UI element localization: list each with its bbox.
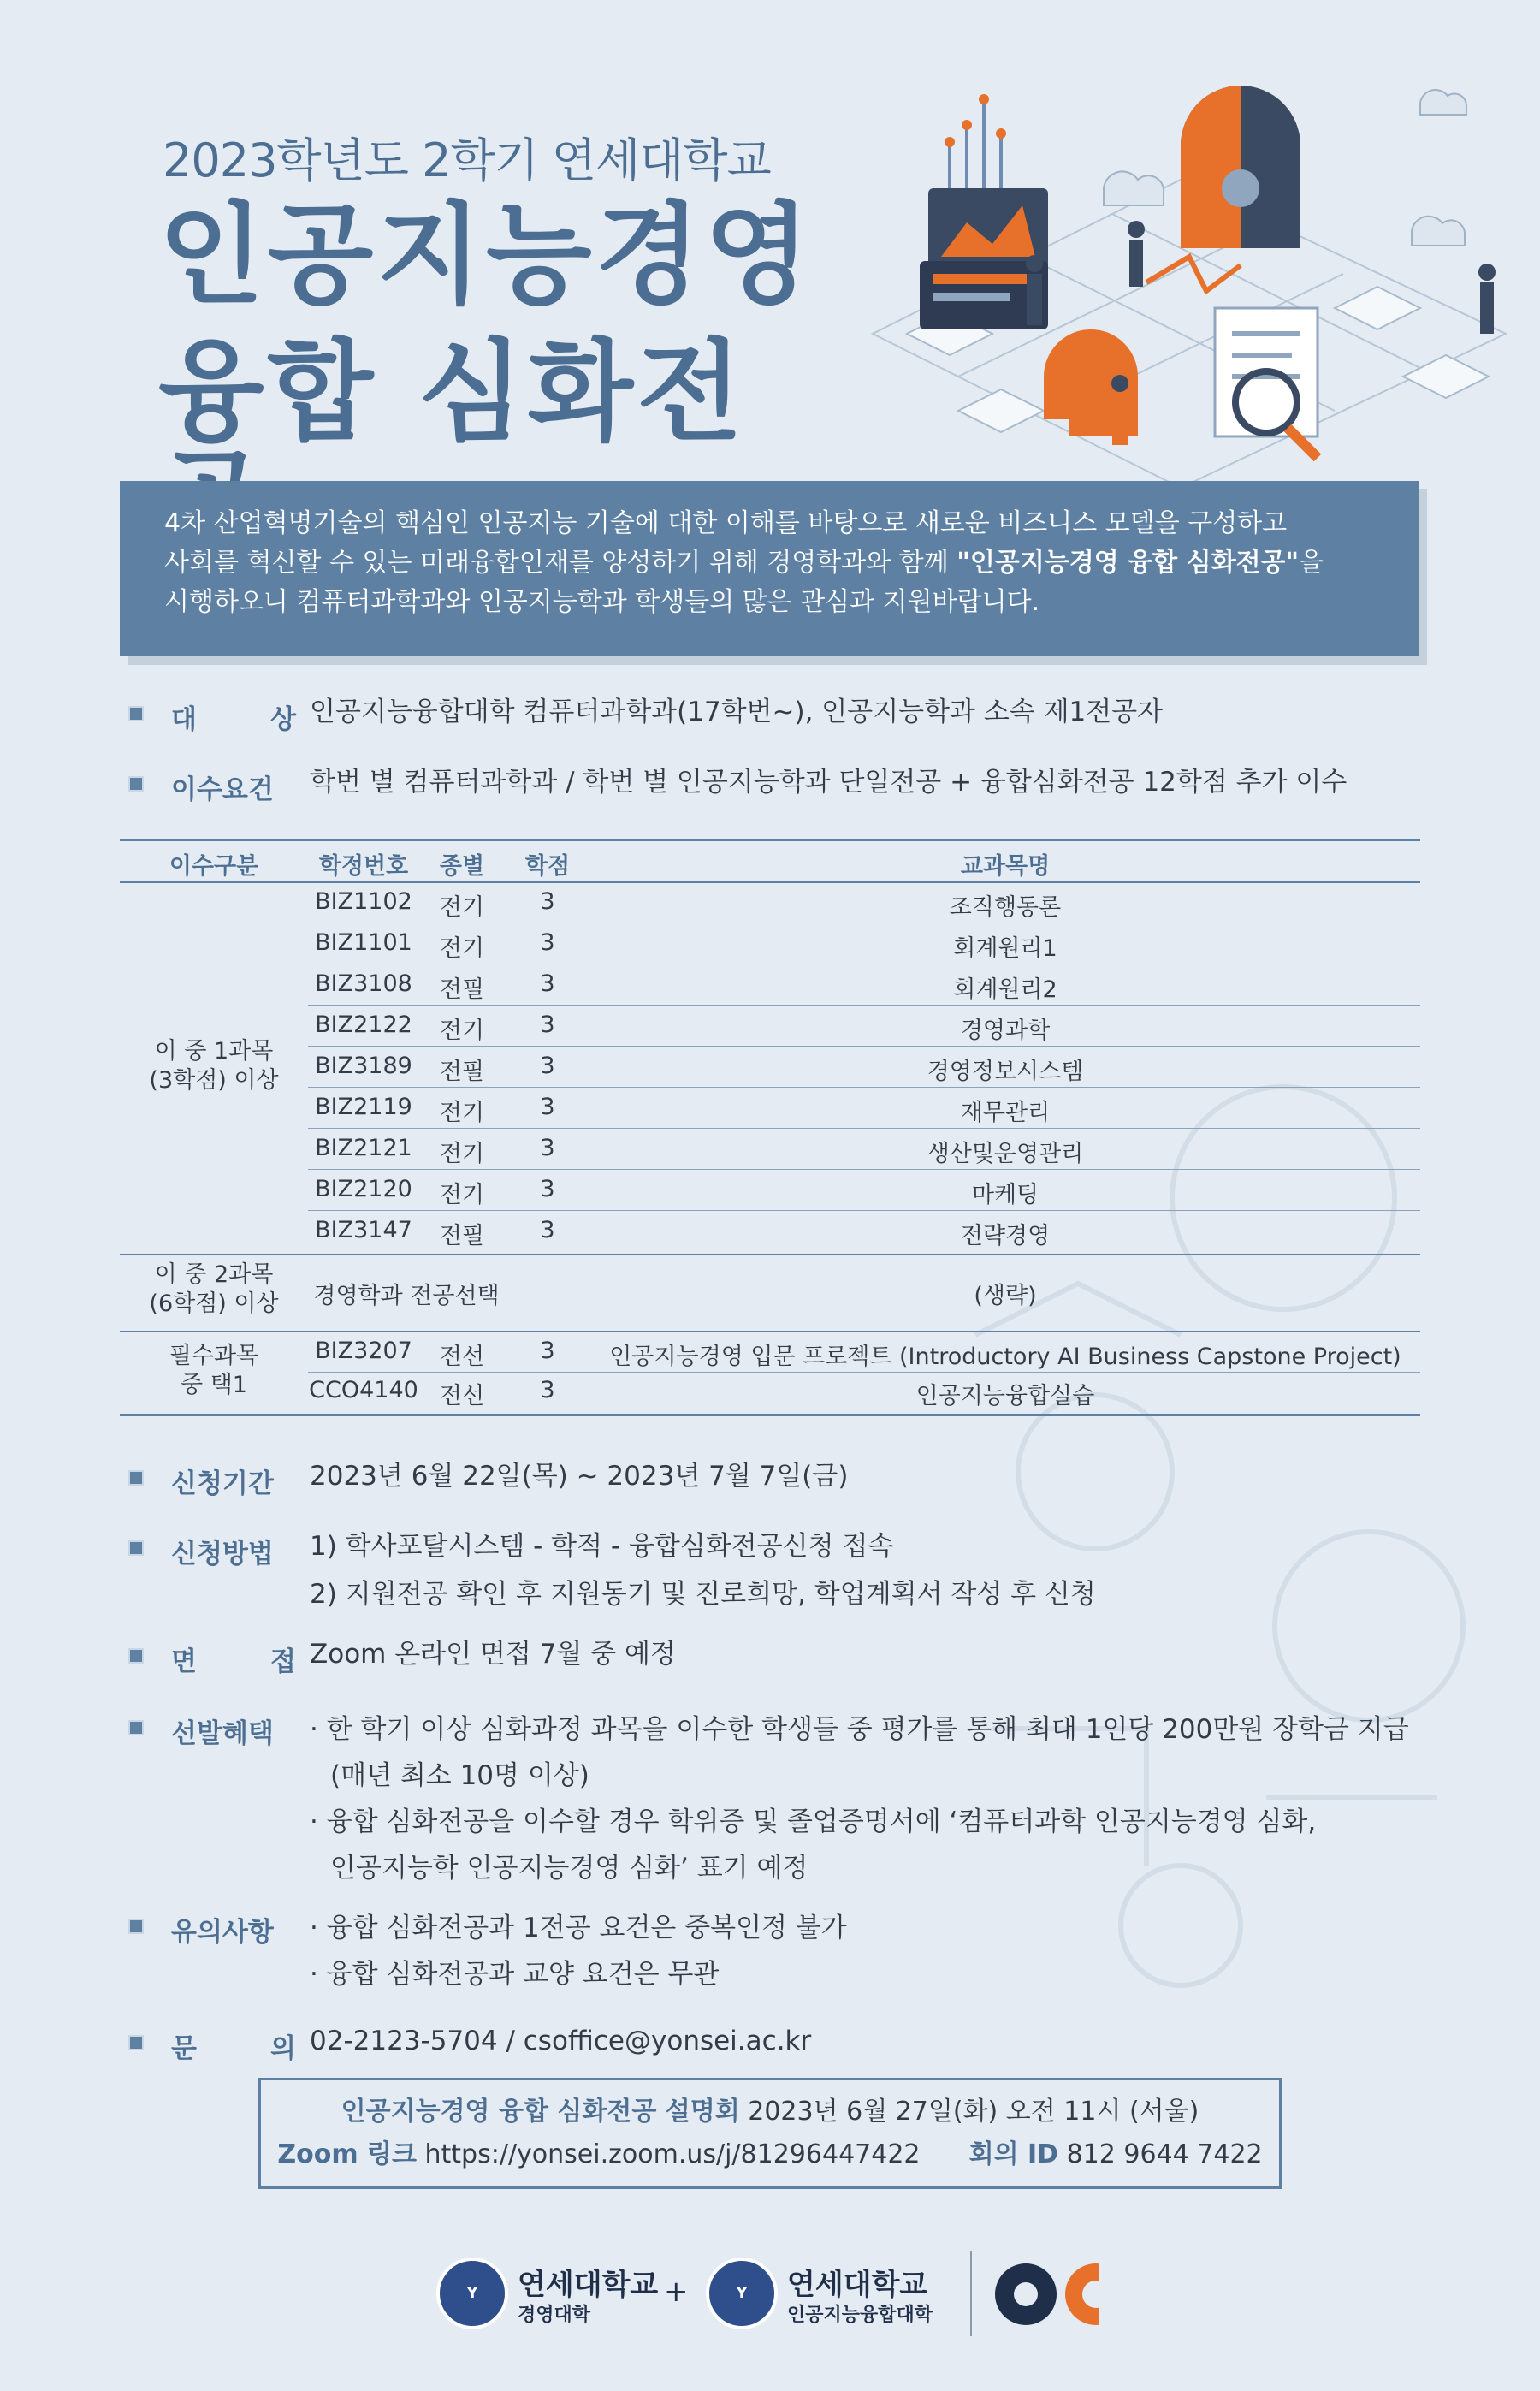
table-row-divider xyxy=(308,1087,1420,1088)
benefit-label: 선발혜택 xyxy=(171,1718,274,1749)
course-code: BIZ3147 xyxy=(315,1217,412,1243)
square-bullet-icon xyxy=(128,1648,144,1664)
course-name: 조직행동론 xyxy=(949,894,1062,921)
interview-value: Zoom 온라인 면접 7월 중 예정 xyxy=(310,1639,676,1670)
brand-mark-orange-icon xyxy=(1065,2263,1099,2325)
intro-line1: 4차 산업혁명기술의 핵심인 인공지능 기술에 대한 이해를 바탕으로 새로운 비즈니스 모델을 구성하고 xyxy=(164,508,1288,538)
session-title: 인공지능경영 융합 심화전공 설명회 2023년 6월 27일(화) 오전 11시 (서울) xyxy=(341,2097,1199,2127)
table-header-border xyxy=(120,881,1420,883)
course-type: 전선 xyxy=(439,1383,485,1409)
interview-label: 면접 xyxy=(171,1646,370,1677)
intro-box xyxy=(120,481,1419,656)
course-type: 전기 xyxy=(439,935,485,962)
table-row-divider xyxy=(308,1210,1420,1211)
group3-label: 필수과목 중 택1 xyxy=(169,1343,259,1398)
course-code: BIZ3108 xyxy=(315,970,412,997)
course-name: 마케팅 xyxy=(971,1182,1040,1208)
group2-omitted: (생략) xyxy=(974,1283,1037,1309)
course-name: 인공지능융합실습 xyxy=(915,1383,1095,1409)
table-row-divider xyxy=(308,1372,1420,1373)
course-code: BIZ3189 xyxy=(315,1053,412,1079)
requirement-label: 이수요건 xyxy=(171,774,274,805)
course-code: CCO4140 xyxy=(309,1377,418,1403)
square-bullet-icon xyxy=(128,776,144,792)
course-type: 전필 xyxy=(439,976,485,1003)
course-type: 전필 xyxy=(439,1223,485,1249)
header-course-name: 교과목명 xyxy=(960,853,1051,880)
course-type: 전필 xyxy=(439,1059,485,1085)
group2-elective: 경영학과 전공선택 xyxy=(313,1283,500,1309)
table-bottom-border xyxy=(120,1414,1420,1416)
contact-label: 문의 xyxy=(171,2033,370,2064)
course-code: BIZ2122 xyxy=(315,1012,412,1038)
course-credit: 3 xyxy=(540,929,555,956)
group2-bottom-border xyxy=(120,1331,1420,1332)
course-code: BIZ2119 xyxy=(315,1094,412,1120)
subtitle: 2023학년도 2학기 연세대학교 xyxy=(163,133,771,187)
square-bullet-icon xyxy=(128,1720,144,1735)
session-zoom: Zoom 링크 https://yonsei.zoom.us/j/81296447422 회의 ID 812 9644 7422 xyxy=(277,2139,1263,2169)
course-type: 전기 xyxy=(439,1100,485,1126)
course-credit: 3 xyxy=(540,1012,555,1038)
course-name: 재무관리 xyxy=(960,1100,1051,1126)
table-row-divider xyxy=(308,1046,1420,1047)
contact-value[interactable]: 02-2123-5704 / csoffice@yonsei.ac.kr xyxy=(310,2026,812,2056)
course-credit: 3 xyxy=(540,1217,555,1243)
course-credit: 3 xyxy=(540,888,555,915)
divider xyxy=(970,2251,972,2336)
table-row-divider xyxy=(308,1169,1420,1170)
target-value: 인공지능융합대학 컴퓨터과학과(17학번~), 인공지능학과 소속 제1전공자 xyxy=(310,697,1164,727)
logo1-main: 연세대학교 xyxy=(518,2268,659,2302)
square-bullet-icon xyxy=(128,2035,144,2050)
header-course-code: 학정번호 xyxy=(318,853,409,880)
square-bullet-icon xyxy=(128,1540,144,1556)
logo2-main: 연세대학교 xyxy=(787,2268,928,2302)
yonsei-seal-logo: Y xyxy=(436,2258,508,2329)
square-bullet-icon xyxy=(128,1470,144,1486)
logo1-sub: 경영대학 xyxy=(518,2305,591,2326)
course-credit: 3 xyxy=(540,1135,555,1161)
brand-mark-icon xyxy=(995,2263,1057,2325)
logo2-sub: 인공지능융합대학 xyxy=(787,2305,933,2326)
course-credit: 3 xyxy=(540,1338,555,1364)
header-category: 이수구분 xyxy=(169,853,259,880)
zoom-link[interactable]: https://yonsei.zoom.us/j/81296447422 xyxy=(416,2139,921,2169)
course-credit: 3 xyxy=(540,1094,555,1120)
info-session-box xyxy=(258,2078,1282,2189)
course-name: 인공지능경영 입문 프로젝트 (Introductory AI Business Capstone Project) xyxy=(609,1344,1401,1370)
course-credit: 3 xyxy=(540,1176,555,1202)
course-credit: 3 xyxy=(540,1377,555,1403)
notes-label: 유의사항 xyxy=(171,1917,274,1948)
course-name: 회계원리2 xyxy=(953,976,1057,1003)
course-code: BIZ1102 xyxy=(315,888,412,915)
period-value: 2023년 6월 22일(목) ~ 2023년 7월 7일(금) xyxy=(310,1461,849,1492)
target-label: 대상 xyxy=(171,704,370,735)
method-label: 신청방법 xyxy=(171,1539,274,1569)
square-bullet-icon xyxy=(128,1919,144,1934)
course-name: 회계원리1 xyxy=(953,935,1057,962)
course-code: BIZ3207 xyxy=(315,1338,412,1364)
notes-value: · 융합 심화전공과 1전공 요건은 중복인정 불가 · 융합 심화전공과 교양 요건은 무관 xyxy=(310,1913,847,1990)
table-row-divider xyxy=(308,1128,1420,1129)
course-type: 전선 xyxy=(439,1344,485,1370)
course-code: BIZ1101 xyxy=(315,929,412,956)
intro-line3: 시행하오니 컴퓨터과학과와 인공지능학과 학생들의 많은 관심과 지원바랍니다. xyxy=(164,587,1040,617)
method-value: 1) 학사포탈시스템 - 학적 - 융합심화전공신청 접속 2) 지원전공 확인 후 지원동기 및 진로희망, 학업계획서 작성 후 신청 xyxy=(310,1531,1096,1610)
course-name: 전략경영 xyxy=(960,1223,1051,1249)
course-code: BIZ2120 xyxy=(315,1176,412,1202)
group1-bottom-border xyxy=(120,1254,1420,1255)
requirement-value: 학번 별 컴퓨터과학과 / 학번 별 인공지능학과 단일전공 + 융합심화전공 12학점 추가 이수 xyxy=(310,767,1348,798)
course-type: 전기 xyxy=(439,1182,485,1208)
course-credit: 3 xyxy=(540,970,555,997)
table-row-divider xyxy=(308,1005,1420,1006)
header-credit: 학점 xyxy=(524,853,571,880)
course-type: 전기 xyxy=(439,1018,485,1044)
benefit-value: · 한 학기 이상 심화과정 과목을 이수한 학생들 중 평가를 통해 최대 1인당 200만원 장학금 지급 (매년 최소 10명 이상) · 융합 심화전공을 이수할 경우 학위증 및 졸업증명서에 ‘컴퓨터과학 인공지능경영 심화, 인공지능학 인공지능경영 심화’ 표기 예정 xyxy=(310,1714,1409,1884)
plus-sign: + xyxy=(664,2275,689,2309)
course-type: 전기 xyxy=(439,1141,485,1167)
yonsei-seal-logo: Y xyxy=(706,2258,778,2329)
course-name: 경영과학 xyxy=(960,1018,1051,1044)
title-line2: 융합 심화전 xyxy=(158,329,746,456)
course-type: 전기 xyxy=(439,894,485,921)
group1-label: 이 중 1과목 (3학점) 이상 xyxy=(149,1038,279,1094)
title-line1: 인공지능경영 xyxy=(158,192,814,319)
intro-line2: 사회를 혁신할 수 있는 미래융합인재를 양성하기 위해 경영학과와 함께 "인공지능경영 융합 심화전공"을 xyxy=(164,548,1324,578)
table-top-border xyxy=(120,839,1420,841)
course-name: 경영정보시스템 xyxy=(927,1059,1084,1085)
course-credit: 3 xyxy=(540,1053,555,1079)
course-code: BIZ2121 xyxy=(315,1135,412,1161)
group2-label: 이 중 2과목 (6학점) 이상 xyxy=(149,1261,279,1317)
header-type: 종별 xyxy=(439,853,485,880)
period-label: 신청기간 xyxy=(171,1468,274,1499)
footer-logos xyxy=(0,2251,1540,2353)
square-bullet-icon xyxy=(128,706,144,721)
ai-business-illustration xyxy=(856,51,1531,496)
course-name: 생산및운영관리 xyxy=(927,1141,1084,1167)
